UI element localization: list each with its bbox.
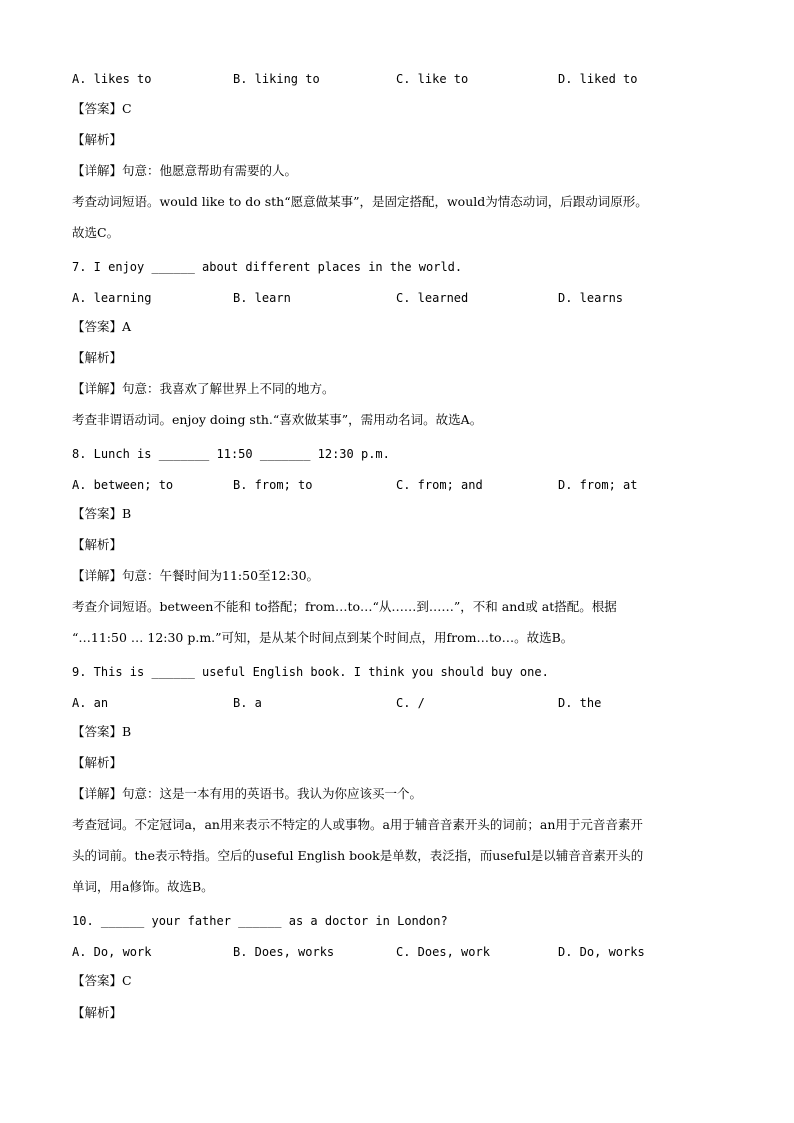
explanation-line: 考查冠词。不定冠词a，an用来表示不特定的人或事物。a用于辅音音素开头的词前；an用于元音音素开 (72, 817, 643, 832)
answer-option: C. / (396, 696, 425, 710)
answer-option: B. from; to (233, 478, 313, 492)
answer-option: D. Do, works (558, 945, 645, 959)
answer-option: A. Do, work (72, 945, 152, 959)
answer-option: C. learned (396, 291, 469, 305)
question-stem: 8. Lunch is _______ 11:50 _______ 12:30 p.m. (72, 447, 390, 461)
answer-option: A. learning (72, 291, 152, 305)
question-stem: 7. I enjoy ______ about different places in the world. (72, 260, 463, 274)
explanation-line: 单词，用a修饰。故选B。 (72, 879, 214, 894)
answer-option: D. liked to (558, 72, 638, 86)
answer-option: B. learn (233, 291, 291, 305)
question-stem: 10. ______ your father ______ as a doctor in London? (72, 914, 448, 928)
answer-option: B. liking to (233, 72, 320, 86)
explanation-line: 【答案】A (72, 319, 132, 334)
explanation-line: 考查介词短语。between不能和 to搭配；from…to…“从……到……”，不和 and或 at搭配。根据 (72, 599, 617, 614)
explanation-line: 【解析】 (72, 132, 123, 147)
answer-option: C. Does, work (396, 945, 490, 959)
explanation-line: 【解析】 (72, 1005, 123, 1020)
answer-option: B. Does, works (233, 945, 335, 959)
answer-option: A. an (72, 696, 109, 710)
answer-option: D. the (558, 696, 602, 710)
answer-option: C. from; and (396, 478, 483, 492)
explanation-line: 【详解】句意：午餐时间为11:50至12:30。 (72, 568, 320, 583)
explanation-line: 【答案】C (72, 973, 132, 988)
explanation-line: 故选C。 (72, 225, 120, 240)
explanation-line: 【答案】B (72, 506, 132, 521)
answer-option: C. like to (396, 72, 469, 86)
question-stem: 9. This is ______ useful English book. I think you should buy one. (72, 665, 549, 679)
explanation-line: 【详解】句意：我喜欢了解世界上不同的地方。 (72, 381, 335, 396)
explanation-line: “…11:50 … 12:30 p.m.”可知，是从某个时间点到某个时间点，用from…to…。故选B。 (72, 630, 574, 645)
answer-option: D. from; at (558, 478, 638, 492)
explanation-line: 【解析】 (72, 537, 123, 552)
answer-option: A. between; to (72, 478, 174, 492)
explanation-line: 【答案】C (72, 101, 132, 116)
explanation-line: 【详解】句意：他愿意帮助有需要的人。 (72, 163, 298, 178)
explanation-line: 【解析】 (72, 755, 123, 770)
explanation-line: 【答案】B (72, 724, 132, 739)
explanation-line: 【详解】句意：这是一本有用的英语书。我认为你应该买一个。 (72, 786, 423, 801)
answer-option: A. likes to (72, 72, 152, 86)
explanation-line: 头的词前。the表示特指。空后的useful English book是单数，表泛指，而useful是以辅音音素开头的 (72, 848, 644, 863)
explanation-line: 考查非谓语动词。enjoy doing sth.“喜欢做某事”，需用动名词。故选A。 (72, 412, 483, 427)
explanation-line: 【解析】 (72, 350, 123, 365)
answer-option: D. learns (558, 291, 624, 305)
answer-option: B. a (233, 696, 262, 710)
explanation-line: 考查动词短语。would like to do sth“愿意做某事”，是固定搭配，would为情态动词，后跟动词原形。 (72, 194, 648, 209)
